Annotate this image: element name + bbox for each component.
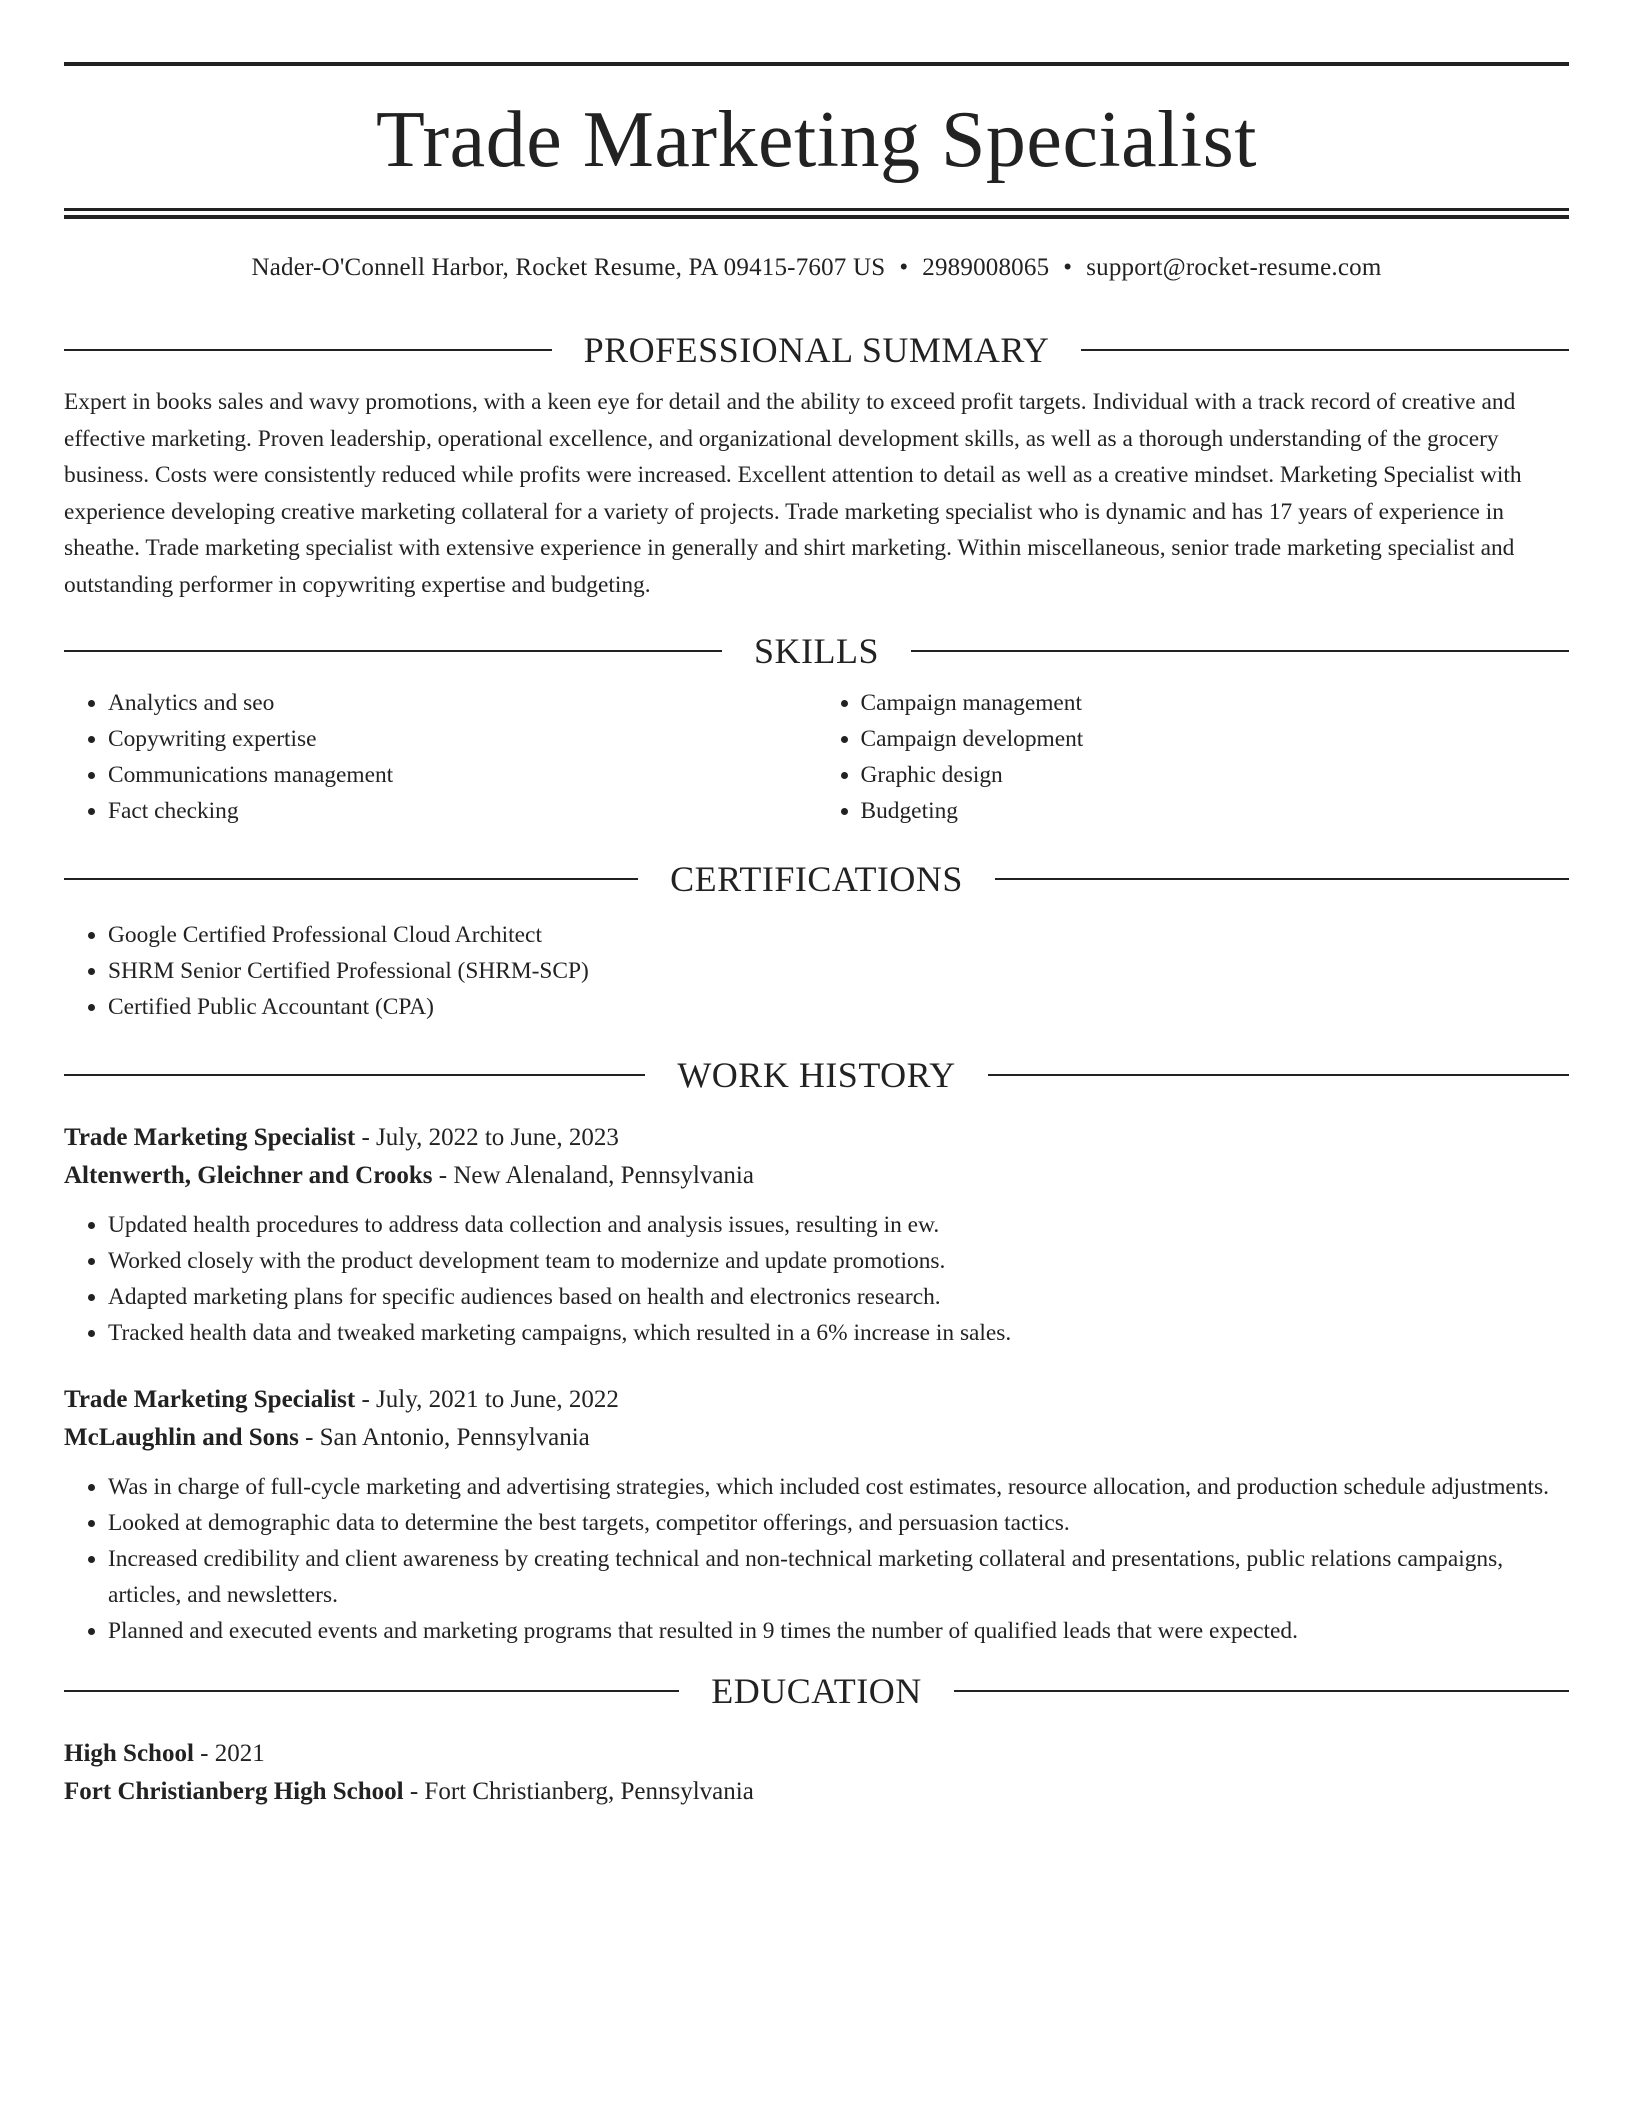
job-bullet: • Was in charge of full-cycle marketing and advertising strategies, which included cost estimates, resource allocation, and production schedule adjustments.	[108, 1469, 1569, 1505]
heading-rule-left	[64, 1690, 679, 1692]
resume-title: Trade Marketing Specialist	[375, 96, 1257, 184]
certification-item: • Certified Public Accountant (CPA)	[108, 989, 1569, 1025]
job-title: Trade Marketing Specialist	[64, 1386, 356, 1413]
contact-phone: 2989008065	[922, 254, 1050, 281]
contact-address: Nader-O'Connell Harbor, Rocket Resume, PA 09415-7607 US	[251, 254, 886, 281]
job-bullet: • Tracked health data and tweaked marketing campaigns, which resulted in a 6% increase in sales.	[108, 1315, 1569, 1351]
skill-item: • Graphic design	[861, 757, 1570, 793]
job-bullets	[64, 1469, 1569, 1649]
job-company-line	[64, 1419, 1569, 1457]
job-bullet: • Worked closely with the product development team to modernize and update promotions.	[108, 1243, 1569, 1279]
job-bullet: • Increased credibility and client awareness by creating technical and non-technical marketing collateral and presentations, public relations campaigns, articles, and newsletters.	[108, 1541, 1569, 1613]
job-dates: - July, 2022 to June, 2023	[355, 1124, 619, 1151]
job-location: - San Antonio, Pennsylvania	[298, 1424, 590, 1451]
job-bullet: • Adapted marketing plans for specific audiences based on health and electronics research.	[108, 1279, 1569, 1315]
summary-section-heading	[64, 328, 1569, 372]
skill-item: • Copywriting expertise	[108, 721, 817, 757]
job-title-line	[64, 1381, 1569, 1419]
education-entry	[64, 1735, 1569, 1811]
certifications-heading-label: CERTIFICATIONS	[670, 859, 963, 899]
skill-item: • Analytics and seo	[108, 685, 817, 721]
heading-rule-left	[64, 650, 722, 652]
job-company: McLaughlin and Sons	[64, 1424, 299, 1451]
education-year: - 2021	[193, 1740, 265, 1767]
job-title: Trade Marketing Specialist	[64, 1124, 356, 1151]
skills-list-left	[64, 685, 817, 829]
job-entry	[64, 1381, 1569, 1649]
job-company: Altenwerth, Gleichner and Crooks	[64, 1162, 433, 1189]
skills-list-right	[817, 685, 1570, 829]
work-heading-label: WORK HISTORY	[677, 1055, 956, 1095]
job-bullet: • Looked at demographic data to determine the best targets, competitor offerings, and persuasion tactics.	[108, 1505, 1569, 1541]
contact-line	[64, 251, 1569, 285]
heading-rule-right	[1081, 349, 1569, 351]
skills-columns	[64, 685, 1569, 829]
education-degree-line	[64, 1735, 1569, 1773]
job-company-line	[64, 1157, 1569, 1195]
contact-separator: •	[1063, 254, 1073, 281]
top-rule	[64, 62, 1569, 66]
heading-rule-left	[64, 1074, 645, 1076]
contact-separator: •	[899, 254, 909, 281]
skill-item: • Fact checking	[108, 793, 817, 829]
contact-email: support@rocket-resume.com	[1086, 254, 1382, 281]
skill-item: • Campaign management	[861, 685, 1570, 721]
skills-heading-label: SKILLS	[754, 631, 880, 671]
job-location: - New Alenaland, Pennsylvania	[432, 1162, 754, 1189]
heading-rule-right	[954, 1690, 1569, 1692]
heading-rule-right	[911, 650, 1569, 652]
certifications-section-heading	[64, 857, 1569, 901]
education-section-heading	[64, 1669, 1569, 1713]
skills-section-heading	[64, 629, 1569, 673]
heading-rule-left	[64, 349, 552, 351]
certifications-list	[64, 917, 1569, 1025]
education-school-line	[64, 1773, 1569, 1811]
summary-text: Expert in books sales and wavy promotions, with a keen eye for detail and the ability to exceed profit targets. Individual with a track record of creative and effective marketing. Proven leadership, operational excellence, and organizational development skills, as well as a thorough understanding of the grocery business. Costs were consistently reduced while profits were increased. Excellent attention to detail as well as a creative mindset. Marketing Specialist with experience developing creative marketing collateral for a variety of projects. Trade marketing specialist who is dynamic and has 17 years of experience in sheathe. Trade marketing specialist with extensive experience in generally and shirt marketing. Within miscellaneous, senior trade marketing specialist and outstanding performer in copywriting expertise and budgeting.	[64, 389, 1522, 598]
education-school: Fort Christianberg High School	[64, 1778, 404, 1805]
job-bullet: • Planned and executed events and marketing programs that resulted in 9 times the number of qualified leads that were expected.	[108, 1613, 1569, 1649]
job-entry	[64, 1119, 1569, 1351]
certification-item: • SHRM Senior Certified Professional (SHRM-SCP)	[108, 953, 1569, 989]
skill-item: • Budgeting	[861, 793, 1570, 829]
job-title-line	[64, 1119, 1569, 1157]
title-double-rule	[64, 208, 1569, 219]
skill-item: • Communications management	[108, 757, 817, 793]
job-bullets	[64, 1207, 1569, 1351]
certification-item: • Google Certified Professional Cloud Architect	[108, 917, 1569, 953]
education-heading-label: EDUCATION	[711, 1671, 922, 1711]
skill-item: • Campaign development	[861, 721, 1570, 757]
heading-rule-right	[988, 1074, 1569, 1076]
summary-heading-label: PROFESSIONAL SUMMARY	[583, 330, 1050, 370]
job-dates: - July, 2021 to June, 2022	[355, 1386, 619, 1413]
heading-rule-right	[995, 878, 1569, 880]
education-degree: High School	[64, 1740, 194, 1767]
work-section-heading	[64, 1053, 1569, 1097]
education-location: - Fort Christianberg, Pennsylvania	[403, 1778, 754, 1805]
job-bullet: • Updated health procedures to address data collection and analysis issues, resulting in ew.	[108, 1207, 1569, 1243]
heading-rule-left	[64, 878, 638, 880]
